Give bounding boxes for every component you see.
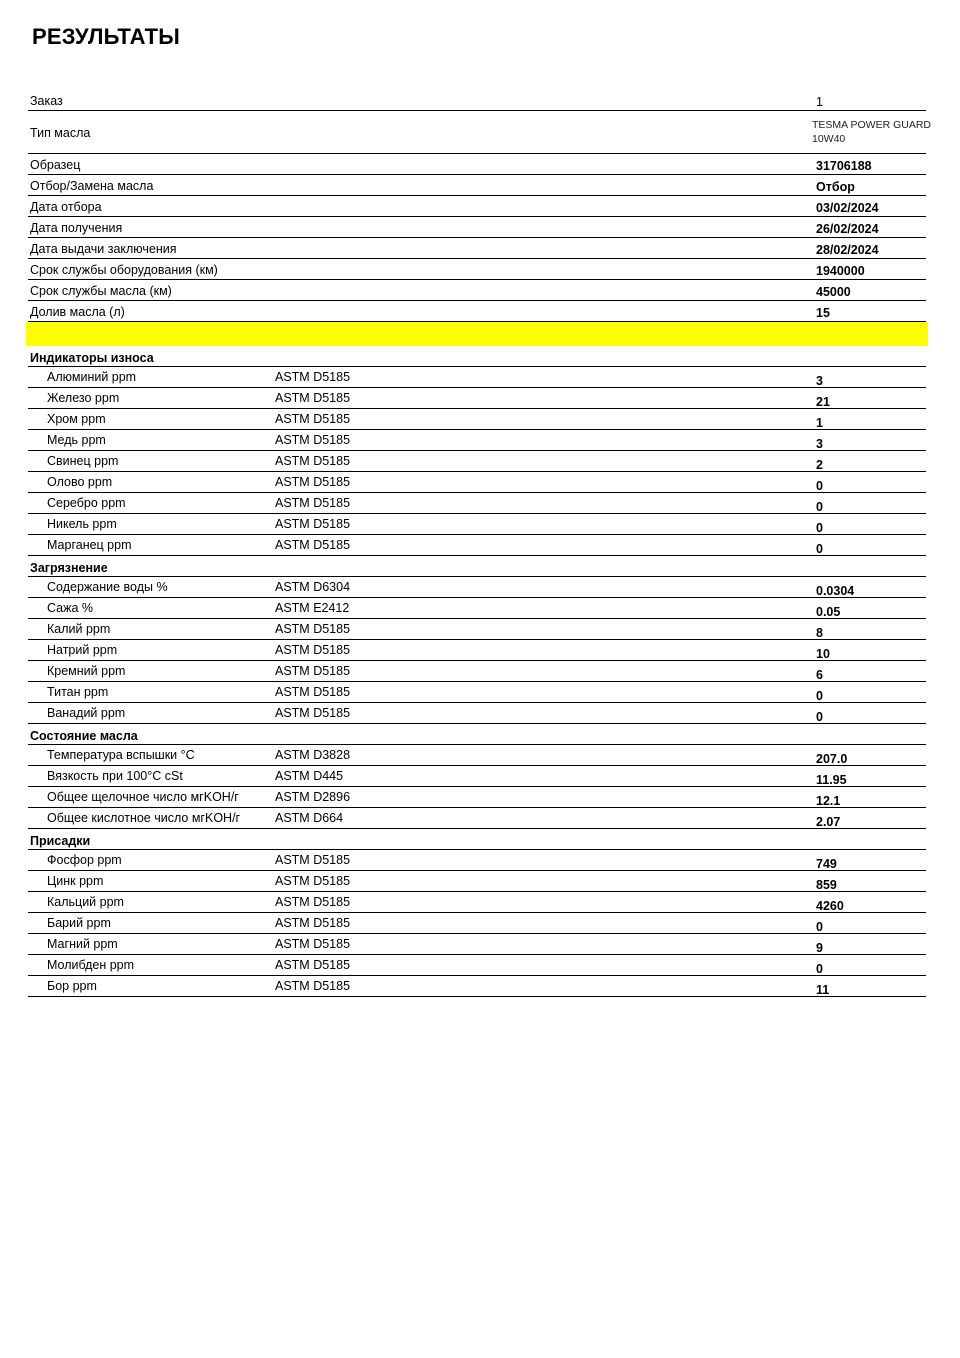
info-row	[28, 196, 926, 217]
parameter-name: Молибден ppm	[47, 958, 135, 972]
section-header	[28, 724, 926, 745]
result-row	[28, 934, 926, 955]
parameter-name: Барий ppm	[47, 916, 111, 930]
result-value: 749	[816, 857, 837, 871]
test-method: ASTM D5185	[275, 391, 351, 405]
result-row	[28, 451, 926, 472]
result-value: 4260	[816, 899, 844, 913]
test-method: ASTM D5185	[275, 622, 351, 636]
parameter-name: Свинец ppm	[47, 454, 119, 468]
result-row	[28, 514, 926, 535]
test-method: ASTM D5185	[275, 916, 351, 930]
info-label: Дата выдачи заключения	[30, 242, 177, 256]
info-row	[28, 259, 926, 280]
result-value: 0	[816, 710, 823, 724]
parameter-name: Титан ppm	[47, 685, 109, 699]
parameter-name: Алюминий ppm	[47, 370, 137, 384]
result-row	[28, 535, 926, 556]
result-row	[28, 661, 926, 682]
test-method: ASTM D5185	[275, 370, 351, 384]
info-label: Образец	[30, 158, 81, 172]
info-value: 31706188	[816, 159, 872, 173]
result-row	[28, 640, 926, 661]
parameter-name: Бор ppm	[47, 979, 97, 993]
parameter-name: Марганец ppm	[47, 538, 132, 552]
result-row	[28, 976, 926, 997]
info-value: Отбор	[816, 180, 855, 194]
test-method: ASTM D5185	[275, 412, 351, 426]
info-row	[28, 280, 926, 301]
info-value: 1940000	[816, 264, 865, 278]
result-row	[28, 703, 926, 724]
parameter-name: Кальций ppm	[47, 895, 124, 909]
test-method: ASTM D5185	[275, 979, 351, 993]
test-method: ASTM D5185	[275, 517, 351, 531]
test-method: ASTM D5185	[275, 895, 351, 909]
page-title: РЕЗУЛЬТАТЫ	[32, 24, 180, 49]
test-method: ASTM D5185	[275, 538, 351, 552]
result-value: 1	[816, 416, 823, 430]
section-title: Загрязнение	[30, 561, 108, 575]
result-row	[28, 577, 926, 598]
result-value: 859	[816, 878, 837, 892]
test-method: ASTM E2412	[275, 601, 350, 615]
info-row	[28, 175, 926, 196]
result-row	[28, 850, 926, 871]
info-label: Долив масла (л)	[30, 305, 125, 319]
result-row	[28, 745, 926, 766]
result-row	[28, 892, 926, 913]
parameter-name: Калий ppm	[47, 622, 111, 636]
test-method: ASTM D5185	[275, 454, 351, 468]
info-value: 1	[816, 95, 823, 109]
result-value: 11	[816, 983, 830, 997]
result-value: 10	[816, 647, 830, 661]
parameter-name: Натрий ppm	[47, 643, 118, 657]
result-value: 0	[816, 500, 823, 514]
result-row	[28, 493, 926, 514]
result-value: 0	[816, 962, 823, 976]
test-method: ASTM D5185	[275, 958, 351, 972]
result-row	[28, 367, 926, 388]
test-method: ASTM D5185	[275, 937, 351, 951]
section-title: Индикаторы износа	[30, 351, 154, 365]
result-value: 8	[816, 626, 823, 640]
section-title: Присадки	[30, 834, 91, 848]
info-row	[28, 301, 926, 322]
info-label: Заказ	[30, 94, 63, 108]
result-value: 207.0	[816, 752, 848, 766]
info-label: Тип масла	[30, 126, 91, 140]
test-method: ASTM D5185	[275, 853, 351, 867]
result-row	[28, 472, 926, 493]
result-row	[28, 598, 926, 619]
info-label: Дата отбора	[30, 200, 102, 214]
result-row	[28, 808, 926, 829]
info-value: 15	[816, 306, 830, 320]
parameter-name: Хром ppm	[47, 412, 106, 426]
test-method: ASTM D5185	[275, 664, 351, 678]
parameter-name: Фосфор ppm	[47, 853, 122, 867]
parameter-name: Магний ppm	[47, 937, 118, 951]
result-value: 0	[816, 542, 823, 556]
test-method: ASTM D3828	[275, 748, 351, 762]
result-row	[28, 913, 926, 934]
results-table	[28, 90, 932, 997]
result-value: 21	[816, 395, 830, 409]
result-row	[28, 409, 926, 430]
info-row	[28, 217, 926, 238]
parameter-name: Содержание воды %	[47, 580, 168, 594]
test-method: ASTM D6304	[275, 580, 351, 594]
parameter-name: Общее щелочное число мгKOH/г	[47, 790, 239, 804]
result-value: 2	[816, 458, 823, 472]
section-title: Состояние масла	[30, 729, 138, 743]
result-value: 11.95	[816, 773, 847, 787]
parameter-name: Вязкость при 100°C cSt	[47, 769, 183, 783]
test-method: ASTM D5185	[275, 643, 351, 657]
section-header	[28, 346, 926, 367]
result-row	[28, 871, 926, 892]
info-value: 45000	[816, 285, 851, 299]
test-method: ASTM D5185	[275, 685, 351, 699]
result-value: 3	[816, 374, 823, 388]
result-value: 0.0304	[816, 584, 855, 598]
info-row	[28, 111, 932, 154]
result-value: 0	[816, 689, 823, 703]
result-row	[28, 787, 926, 808]
info-value-line: 10W40	[812, 133, 846, 145]
result-row	[28, 682, 926, 703]
test-method: ASTM D5185	[275, 496, 351, 510]
result-value: 9	[816, 941, 823, 955]
parameter-name: Температура вспышки °C	[47, 748, 195, 762]
parameter-name: Общее кислотное число мгKOH/г	[47, 811, 241, 825]
parameter-name: Медь ppm	[47, 433, 106, 447]
result-value: 0	[816, 479, 823, 493]
result-value: 2.07	[816, 815, 841, 829]
parameter-name: Цинк ppm	[47, 874, 104, 888]
result-row	[28, 766, 926, 787]
parameter-name: Железо ppm	[47, 391, 120, 405]
highlight-bar	[26, 322, 928, 346]
test-method: ASTM D5185	[275, 874, 351, 888]
info-label: Отбор/Замена масла	[30, 179, 154, 193]
info-value-line: TESMA POWER GUARD	[812, 119, 932, 131]
result-value: 3	[816, 437, 823, 451]
info-value: 26/02/2024	[816, 222, 879, 236]
section-header	[28, 829, 926, 850]
info-label: Срок службы оборудования (км)	[30, 263, 218, 277]
parameter-name: Кремний ppm	[47, 664, 126, 678]
result-value: 0.05	[816, 605, 841, 619]
parameter-name: Олово ppm	[47, 475, 113, 489]
test-method: ASTM D5185	[275, 706, 351, 720]
parameter-name: Серебро ppm	[47, 496, 126, 510]
test-method: ASTM D2896	[275, 790, 351, 804]
parameter-name: Ванадий ppm	[47, 706, 126, 720]
test-method: ASTM D664	[275, 811, 344, 825]
result-row	[28, 388, 926, 409]
result-value: 6	[816, 668, 823, 682]
result-row	[28, 430, 926, 451]
info-row	[28, 238, 926, 259]
test-method: ASTM D5185	[275, 475, 351, 489]
result-row	[28, 619, 926, 640]
test-method: ASTM D445	[275, 769, 344, 783]
info-value	[812, 118, 931, 146]
info-value: 03/02/2024	[816, 201, 879, 215]
result-row	[28, 955, 926, 976]
info-row	[28, 90, 926, 111]
section-header	[28, 556, 926, 577]
test-method: ASTM D5185	[275, 433, 351, 447]
result-value: 12.1	[816, 794, 841, 808]
info-label: Срок службы масла (км)	[30, 284, 172, 298]
info-label: Дата получения	[30, 221, 123, 235]
result-value: 0	[816, 920, 823, 934]
parameter-name: Никель ppm	[47, 517, 117, 531]
result-value: 0	[816, 521, 823, 535]
parameter-name: Сажа %	[47, 601, 94, 615]
info-value: 28/02/2024	[816, 243, 879, 257]
info-row	[28, 154, 926, 175]
